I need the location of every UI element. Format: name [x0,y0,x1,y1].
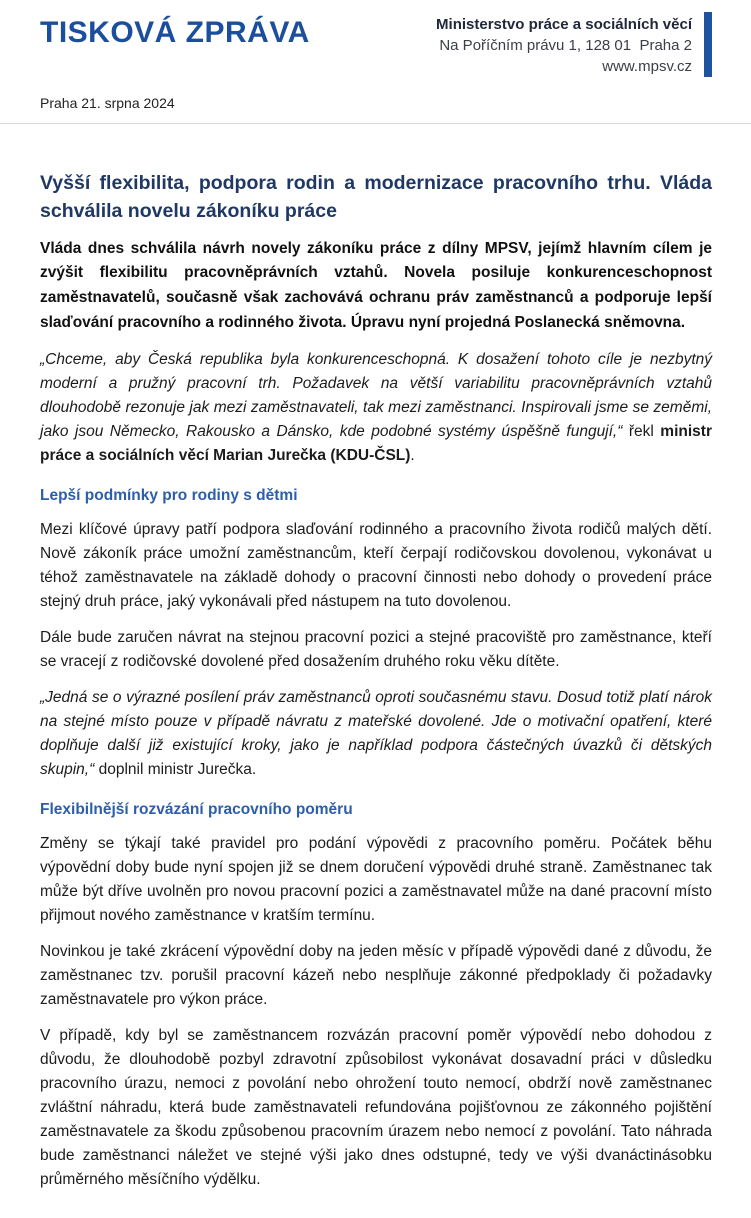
section-heading-families: Lepší podmínky pro rodiny s dětmi [40,486,298,504]
header [40,12,712,77]
minister-quote-2 [40,686,712,782]
page-title: Vyšší flexibilita, podpora rodin a modernizace pracovního trhu. Vláda schválila novelu zákoníku práce [40,172,712,223]
ministry-name: Ministerstvo práce a sociálních věcí [436,16,692,33]
lead-paragraph: Vláda dnes schválila návrh novely zákoníku práce z dílny MPSV, jejímž hlavním cílem je zvýšit flexibilitu pracovněprávních vztahů. Novela posiluje konkurenceschopnost zaměstnavatelů, současně však zachovává ochranu práv zaměstnanců a podporuje lepší slaďování pracovního a rodinného života. Úpravu nyní projedná Poslanecká sněmovna. [40,239,712,331]
quote-1-attribution: řekl [622,422,661,440]
families-paragraph-1: Mezi klíčové úpravy patří podpora slaďování rodinného a pracovního života rodičů malých dětí. Nově zákoník práce umožní zaměstnancům, kteří čerpají rodičovskou dovolenou, vykonávat u téhož zaměstnavatele na základě dohody o pracovní činnosti nebo dohody o provedení práce stejný druh práce, jaký vykonávali před nástupem na tuto dovolenou. [40,520,712,610]
quote-1-italic: „Chceme, aby Česká republika byla konkurenceschopná. K dosažení tohoto cíle je nezbytný moderní a pružný pracovní trh. Požadavek na větší variabilitu pracovněprávních vztahů dlouhodobě rezonuje jak mezi zaměstnavateli, tak mezi zaměstnanci. Inspirovali jsme se zeměmi, jako jsou Německo, Rakousko a Dánsko, kde podobné systémy úspěšně fungují,“ [40,350,712,440]
minister-quote-1 [40,348,712,468]
families-paragraph-2: Dále bude zaručen návrat na stejnou pracovní pozici a stejné pracoviště pro zaměstnance, kteří se vracejí z rodičovské dovolené před dosažením druhého roku věku dítěte. [40,629,712,671]
accent-bar [704,12,712,77]
quote-1-speaker: ministr práce a sociálních věcí Marian Jurečka (KDU-ČSL) [40,422,712,464]
press-release-logo: TISKOVÁ ZPRÁVA [40,16,310,49]
ministry-website: www.mpsv.cz [602,58,692,75]
dateline: Praha 21. srpna 2024 [40,95,175,111]
quote-2-attribution: doplnil ministr Jurečka. [94,761,257,779]
quote-1-period: . [410,446,415,464]
section-heading-termination: Flexibilnější rozvázání pracovního poměru [40,801,353,819]
termination-paragraph-1: Změny se týkají také pravidel pro podání výpovědi z pracovního poměru. Počátek běhu výpovědní doby bude nyní spojen již se dnem doručení výpovědi druhé straně. Zaměstnanec tak může být dříve uvolněn pro novou pracovní pozici a zaměstnavatel může na dané pracovní místo přijmout nového zaměstnance v kratším termínu. [40,835,712,925]
termination-paragraph-3: V případě, kdy byl se zaměstnancem rozvázán pracovní poměr výpovědí nebo dohodou z důvodu, že dlouhodobě pozbyl zdravotní způsobilost vykonávat dosavadní práci v důsledku pracovního úrazu, nemoci z povolání nebo ohrožení touto nemocí, obdrží nově zaměstnanec zvláštní náhradu, která bude zaměstnavateli refundována pojišťovnou ze zákonného pojištění zaměstnavatele za škodu způsobenou pracovním úrazem nebo nemocí z povolání. Tato náhrada bude zaměstnanci náležet ve stejné výši jako dnes odstupné, tedy ve výši dvanáctinásobku průměrného měsíčního výdělku. [40,1027,712,1189]
termination-paragraph-2: Novinkou je také zkrácení výpovědní doby na jeden měsíc v případě výpovědi dané z důvodu, že zaměstnanec tzv. porušil pracovní kázeň nebo nesplňuje zákonné předpoklady či požadavky zaměstnavatele pro výkon práce. [40,943,712,1009]
quote-2-italic: „Jedná se o výrazné posílení práv zaměstnanců oproti současnému stavu. Dosud totiž platí nárok na stejné místo pouze v případě návratu z mateřské dovolené. Jde o motivační opatření, které doplňuje další již existující kroky, jako je například podpora částečných úvazků či dětských skupin,“ [40,689,712,779]
ministry-block [436,12,712,77]
ministry-address: Na Poříčním právu 1, 128 01 Praha 2 [439,37,692,54]
header-divider [0,123,751,124]
